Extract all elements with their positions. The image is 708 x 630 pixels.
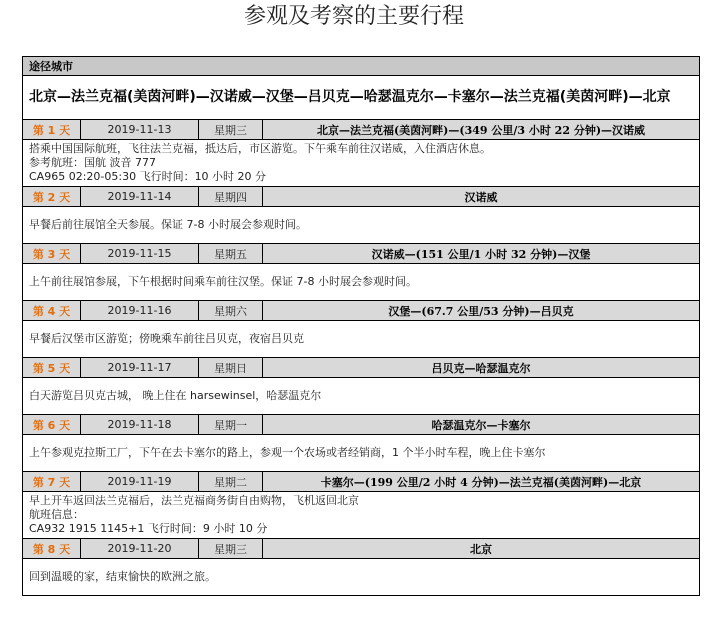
day-row (23, 358, 700, 378)
day-description (23, 140, 700, 187)
day-route: 哈瑟温克尔—卡塞尔 (263, 415, 700, 435)
day-weekday: 星期三 (199, 120, 263, 140)
day-description (23, 559, 700, 596)
day-weekday: 星期六 (199, 301, 263, 321)
day-description-row (23, 492, 700, 539)
day-description (23, 264, 700, 301)
day-row (23, 539, 700, 559)
description-line: 上午参观克拉斯工厂，下午在去卡塞尔的路上，参观一个农场或者经销商，1 个半小时车程，晚上住卡塞尔 (29, 446, 546, 459)
day-date: 2019-11-20 (81, 539, 199, 559)
day-label: 第 6 天 (23, 415, 81, 435)
day-route: 汉诺威—(151 公里/1 小时 32 分钟)—汉堡 (263, 244, 700, 264)
day-description (23, 492, 700, 539)
description-line: 回到温暖的家，结束愉快的欧洲之旅。 (29, 570, 216, 583)
description-line: 搭乘中国国际航班，飞往法兰克福，抵达后，市区游览。下午乘车前往汉诺威，入住酒店休息。 (29, 142, 491, 155)
day-weekday: 星期三 (199, 539, 263, 559)
day-description (23, 378, 700, 415)
day-row (23, 415, 700, 435)
day-label: 第 1 天 (23, 120, 81, 140)
description-line: CA965 02:20-05:30 飞行时间：10 小时 20 分 (29, 170, 267, 183)
route-header: 途径城市 (23, 57, 700, 76)
day-description-row (23, 378, 700, 415)
day-route: 卡塞尔—(199 公里/2 小时 4 分钟)—法兰克福(美茵河畔)—北京 (263, 472, 700, 492)
day-description (23, 321, 700, 358)
description-line: CA932 1915 1145+1 飞行时间：9 小时 10 分 (29, 522, 268, 535)
day-label: 第 7 天 (23, 472, 81, 492)
day-date: 2019-11-16 (81, 301, 199, 321)
description-line: 参考航班：国航 波音 777 (29, 156, 156, 169)
route-text: 北京—法兰克福(美茵河畔)—汉诺威—汉堡—吕贝克—哈瑟温克尔—卡塞尔—法兰克福(美茵河畔)—北京 (23, 76, 700, 120)
day-label: 第 5 天 (23, 358, 81, 378)
day-description-row (23, 321, 700, 358)
description-line: 早餐后前往展馆全天参展。保证 7-8 小时展会参观时间。 (29, 218, 307, 231)
day-description (23, 207, 700, 244)
day-description-row (23, 207, 700, 244)
day-date: 2019-11-18 (81, 415, 199, 435)
day-route: 北京 (263, 539, 700, 559)
description-line: 上午前往展馆参展，下午根据时间乘车前往汉堡。保证 7-8 小时展会参观时间。 (29, 275, 417, 288)
day-weekday: 星期一 (199, 415, 263, 435)
day-date: 2019-11-13 (81, 120, 199, 140)
day-date: 2019-11-19 (81, 472, 199, 492)
day-weekday: 星期二 (199, 472, 263, 492)
day-label: 第 3 天 (23, 244, 81, 264)
day-row (23, 120, 700, 140)
description-line: 早餐后汉堡市区游览；傍晚乘车前往吕贝克，夜宿吕贝克 (29, 332, 304, 345)
day-label: 第 8 天 (23, 539, 81, 559)
itinerary-table (22, 56, 700, 596)
day-row (23, 187, 700, 207)
day-label: 第 4 天 (23, 301, 81, 321)
day-weekday: 星期五 (199, 244, 263, 264)
day-weekday: 星期日 (199, 358, 263, 378)
day-weekday: 星期四 (199, 187, 263, 207)
day-row (23, 301, 700, 321)
day-row (23, 472, 700, 492)
page-title: 参观及考察的主要行程 (243, 4, 464, 29)
day-date: 2019-11-15 (81, 244, 199, 264)
day-description-row (23, 435, 700, 472)
route-header-row (23, 57, 700, 76)
description-line: 航班信息： (29, 508, 84, 521)
day-description-row (23, 140, 700, 187)
day-label: 第 2 天 (23, 187, 81, 207)
description-line: 早上开车返回法兰克福后，法兰克福商务街自由购物，飞机返回北京 (29, 494, 359, 507)
day-date: 2019-11-17 (81, 358, 199, 378)
route-text-row (23, 76, 700, 120)
day-description (23, 435, 700, 472)
day-route: 吕贝克—哈瑟温克尔 (263, 358, 700, 378)
day-row (23, 244, 700, 264)
day-description-row (23, 559, 700, 596)
day-route: 汉堡—(67.7 公里/53 分钟)—吕贝克 (263, 301, 700, 321)
day-description-row (23, 264, 700, 301)
day-route: 汉诺威 (263, 187, 700, 207)
day-route: 北京—法兰克福(美茵河畔)—(349 公里/3 小时 22 分钟)—汉诺威 (263, 120, 700, 140)
day-date: 2019-11-14 (81, 187, 199, 207)
description-line: 白天游览吕贝克古城， 晚上住在 harsewinsel，哈瑟温克尔 (29, 389, 322, 402)
